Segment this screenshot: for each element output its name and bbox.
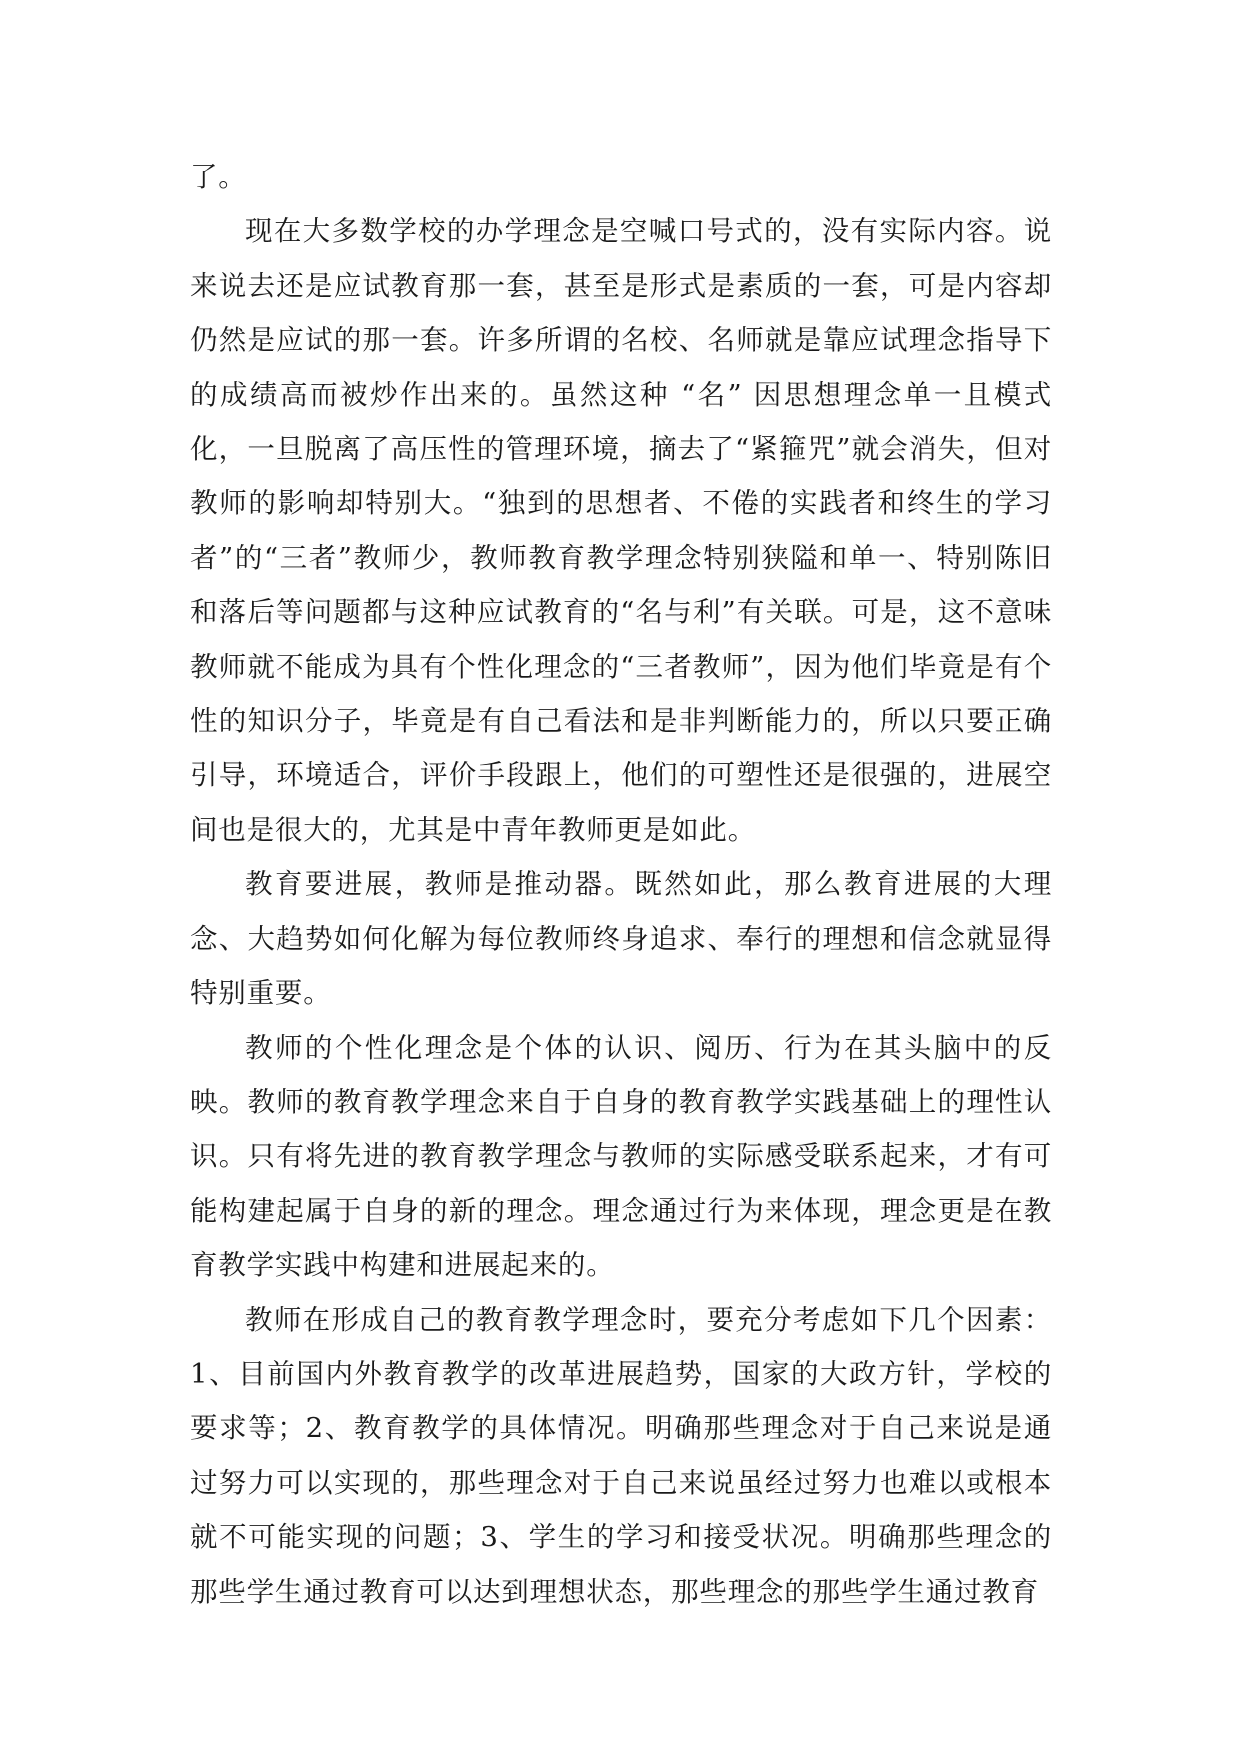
paragraph-personalized-concept: 教师的个性化理念是个体的认识、阅历、行为在其头脑中的反映。教师的教育教学理念来自于自身的教育教学实践基础上的理性认识。只有将先进的教育教学理念与教师的实际感受联系起来，才有可能构建起属于自身的新的理念。理念通过行为来体现，理念更是在教育教学实践中构建和进展起来的。 xyxy=(190,1031,1052,1282)
paragraph-teacher-driver: 教育要进展，教师是推动器。既然如此，那么教育进展的大理念、大趋势如何化解为每位教师终身追求、奉行的理想和信念就显得特别重要。 xyxy=(190,868,1052,1010)
paragraph-factors: 教师在形成自己的教育教学理念时，要充分考虑如下几个因素：1、目前国内外教育教学的改革进展趋势，国家的大政方针，学校的要求等；2、教育教学的具体情况。明确那些理念对于自己来说是通过努力可以实现的，那些理念对于自己来说虽经过努力也难以或根本就不可能实现的问题；3、学生的学习和接受状况。明确那些理念的那些学生通过教育可以达到理想状态，那些理念的那些学生通过教育 xyxy=(190,1303,1052,1608)
document-body xyxy=(190,150,1052,1619)
paragraph-continuation: 了。 xyxy=(190,161,247,193)
paragraph-school-philosophy: 现在大多数学校的办学理念是空喊口号式的，没有实际内容。说来说去还是应试教育那一套，甚至是形式是素质的一套，可是内容却仍然是应试的那一套。许多所谓的名校、名师就是靠应试理念指导下的成绩高而被炒作出来的。虽然这种 “名” 因思想理念单一且模式化，一旦脱离了高压性的管理环境，摘去了“紧箍咒”就会消失，但对教师的影响却特别大。“独到的思想者、不倦的实践者和终生的学习者”的“三者”教师少，教师教育教学理念特别狭隘和单一、特别陈旧和落后等问题都与这种应试教育的“名与利”有关联。可是，这不意味教师就不能成为具有个性化理念的“三者教师”，因为他们毕竟是有个性的知识分子，毕竟是有自己看法和是非判断能力的，所以只要正确引导，环境适合，评价手段跟上，他们的可塑性还是很强的，进展空间也是很大的，尤其是中青年教师更是如此。 xyxy=(190,215,1052,846)
